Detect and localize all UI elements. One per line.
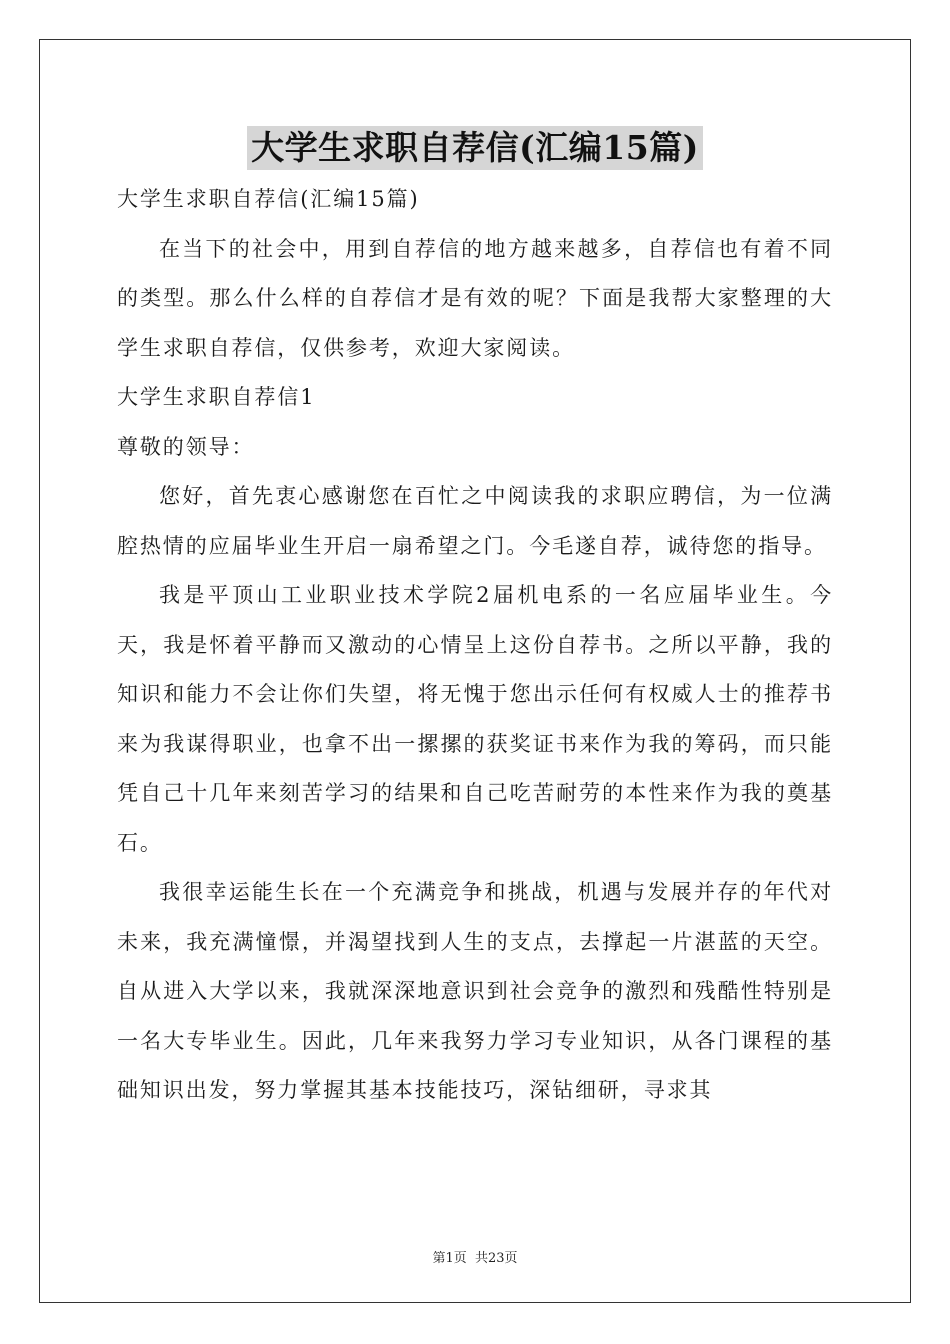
document-body	[117, 175, 833, 1116]
salutation: 尊敬的领导：	[117, 434, 255, 459]
document-title: 大学生求职自荐信(汇编15篇)	[247, 126, 703, 170]
title-container	[0, 126, 950, 170]
page-number-total: 共23页	[474, 1251, 518, 1266]
body-paragraph-2: 我是平顶山工业职业技术学院2届机电系的一名应届毕业生。今天，我是怀着平静而又激动的心情呈上这份自荐书。之所以平静，我的知识和能力不会让你们失望，将无愧于您出示任何有权威人士的推荐书来为我谋得职业，也拿不出一摞摞的获奖证书来作为我的筹码，而只能凭自己十几年来刻苦学习的结果和自己吃苦耐劳的本性来作为我的奠基石。	[117, 583, 833, 855]
section-heading: 大学生求职自荐信1	[117, 385, 316, 409]
intro-paragraph: 在当下的社会中，用到自荐信的地方越来越多，自荐信也有着不同的类型。那么什么样的自荐信才是有效的呢？下面是我帮大家整理的大学生求职自荐信，仅供参考，欢迎大家阅读。	[117, 236, 833, 360]
body-paragraph-3: 我很幸运能生长在一个充满竞争和挑战，机遇与发展并存的年代对未来，我充满憧憬，并渴望找到人生的支点，去撑起一片湛蓝的天空。自从进入大学以来，我就深深地意识到社会竞争的激烈和残酷性特别是一名大专毕业生。因此，几年来我努力学习专业知识，从各门课程的基础知识出发，努力掌握其基本技能技巧，深钻细研，寻求其	[117, 880, 833, 1102]
document-subtitle: 大学生求职自荐信(汇编15篇)	[117, 187, 420, 211]
body-paragraph-1: 您好，首先衷心感谢您在百忙之中阅读我的求职应聘信，为一位满腔热情的应届毕业生开启一扇希望之门。今毛遂自荐，诚待您的指导。	[117, 484, 833, 558]
page-footer	[0, 1247, 950, 1266]
page-number-current: 第1页	[432, 1251, 467, 1266]
